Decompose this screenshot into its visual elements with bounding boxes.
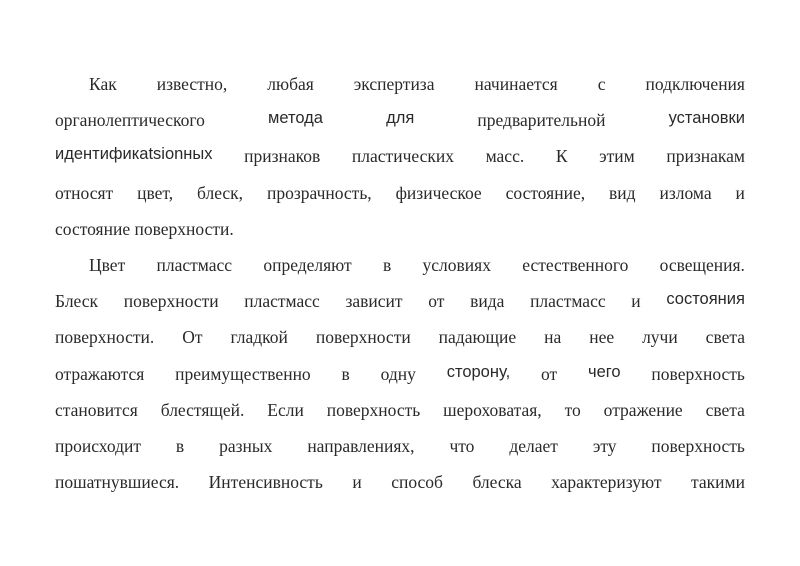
word: света: [705, 399, 745, 420]
word: лучи: [642, 327, 678, 348]
word: и: [735, 182, 745, 203]
paragraph-2-line-3: [55, 319, 745, 355]
word: Цвет: [89, 254, 126, 275]
word: начинается: [474, 74, 558, 94]
word: происходит: [55, 435, 142, 456]
word: Если: [267, 399, 304, 420]
paragraph-1-line-2: [55, 102, 745, 138]
paragraph-1-line-4: [55, 175, 745, 211]
word: определяют: [263, 254, 352, 275]
word: пластмасс: [156, 254, 233, 275]
word: от: [428, 291, 445, 312]
word: состояние,: [505, 182, 586, 203]
paragraph-2-line-6: [55, 428, 745, 464]
paragraph-1-line-1: [55, 66, 745, 102]
word: от: [540, 363, 558, 384]
word: блестящей.: [160, 399, 245, 420]
word: излома: [659, 182, 712, 203]
paragraph-2-line-2: [55, 283, 745, 319]
word: состояние поверхности.: [55, 218, 234, 239]
word: поверхность: [326, 399, 421, 420]
word: установки: [668, 109, 745, 128]
word: этим: [599, 146, 635, 167]
word: К: [555, 146, 568, 167]
word: поверхности: [123, 291, 219, 312]
word: блеск,: [197, 182, 244, 203]
word: характеризуют: [551, 472, 662, 493]
word: и: [631, 291, 641, 312]
word: поверхность: [651, 435, 745, 456]
word: для: [386, 109, 415, 128]
word: вид: [609, 182, 636, 203]
word: пластмасс: [530, 291, 606, 312]
word: одну: [380, 363, 416, 384]
word: становится: [55, 399, 138, 420]
word: блеска: [472, 472, 522, 493]
word: Интенсивность: [208, 472, 323, 493]
paragraph-2-line-4: [55, 356, 745, 392]
word: органолептического: [55, 110, 205, 131]
word: поверхность: [651, 363, 745, 384]
word: прозрачность,: [266, 182, 372, 203]
word: условиях: [422, 254, 491, 275]
word: вида: [470, 291, 505, 312]
word: Блеск: [55, 291, 99, 312]
word: в: [175, 435, 185, 456]
word: зависит: [345, 291, 403, 312]
word: признаков: [244, 146, 321, 167]
word: сторону,: [446, 362, 511, 381]
word: отражаются: [55, 363, 145, 384]
paragraph-1-line-3: [55, 138, 745, 174]
word: разных: [219, 435, 273, 456]
word: масс.: [485, 146, 525, 167]
word: подключения: [645, 74, 745, 94]
word: известно,: [156, 74, 228, 94]
word: отражение: [603, 399, 683, 420]
word: поверхности.: [55, 327, 155, 348]
word: признакам: [666, 146, 745, 167]
word: Как: [89, 74, 117, 94]
word: метода: [267, 109, 323, 128]
paragraph-2-line-5: [55, 392, 745, 428]
word: падающие: [438, 327, 517, 348]
paragraph-2-line-7: [55, 464, 745, 500]
word: предварительной: [477, 110, 606, 131]
word: на: [544, 327, 562, 348]
word: эту: [592, 435, 617, 456]
word: шероховатая,: [443, 399, 542, 420]
word: чего: [587, 362, 621, 381]
word: освещения.: [659, 254, 745, 275]
body-text: [55, 66, 745, 500]
word: делает: [509, 435, 558, 456]
word: в: [341, 363, 350, 384]
word: естественного: [522, 254, 629, 275]
paragraph-2-line-1: [55, 247, 745, 283]
word: пластических: [351, 146, 454, 167]
word: что: [449, 435, 475, 456]
word: такими: [691, 472, 745, 493]
word: пошатнувшиеся.: [55, 472, 180, 493]
word: относят: [55, 182, 114, 203]
word: состояния: [666, 290, 745, 309]
word: поверхности: [315, 327, 411, 348]
word: то: [564, 399, 581, 420]
word: направлениях,: [307, 435, 415, 456]
word: любая: [267, 74, 314, 94]
word: физическое: [395, 182, 482, 203]
word: преимущественно: [175, 363, 311, 384]
word: гладкой: [230, 327, 288, 348]
word: цвет,: [137, 182, 174, 203]
word: От: [182, 327, 203, 348]
word: пластмасс: [244, 291, 320, 312]
word: способ: [391, 472, 443, 493]
word: и: [352, 472, 362, 493]
word: нее: [589, 327, 615, 348]
word: в: [382, 254, 392, 275]
word: идентификаtsionных: [55, 145, 213, 164]
paragraph-1-line-5: [55, 211, 745, 247]
word: экспертиза: [353, 74, 435, 94]
word: с: [597, 74, 606, 94]
word: света: [705, 327, 745, 348]
